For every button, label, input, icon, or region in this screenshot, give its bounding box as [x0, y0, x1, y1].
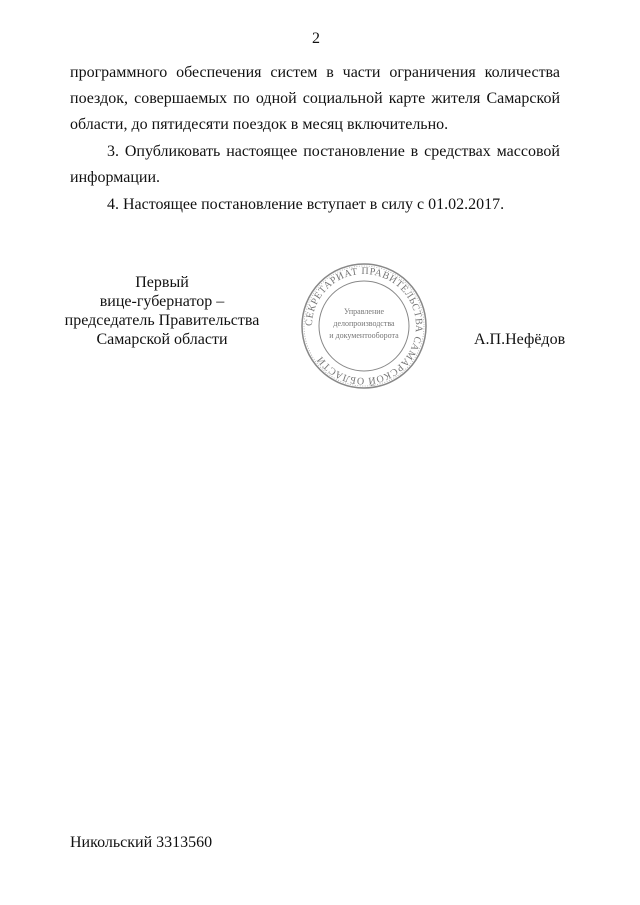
svg-text:Управлениеделопроизводстваи до: Управление делопроизводства и документооборота: [329, 307, 399, 340]
signatory-title: председатель Правительства: [64, 312, 260, 329]
signatory-name: А.П.Нефёдов: [474, 331, 566, 348]
paragraph-line: информации.: [70, 169, 161, 186]
signatory-title: вице-губернатор –: [99, 293, 225, 310]
page-number: 2: [312, 30, 320, 47]
paragraph-line: поездок, совершаемых по одной социальной карте жителя Самарской: [70, 90, 560, 107]
svg-text:СЕКРЕТАРИАТ ПРАВИТЕЛЬСТВА САМА: СЕКРЕТАРИАТ ПРАВИТЕЛЬСТВА САМАРСКОЙ ОБЛАСТИ: [303, 265, 425, 387]
paragraph-line: области, до пятидесяти поездок в месяц включительно.: [70, 116, 449, 133]
signatory-title: Первый: [135, 274, 189, 291]
paragraph-line: программного обеспечения систем в части ограничения количества: [70, 64, 560, 81]
executor-footer: Никольский 3313560: [70, 834, 213, 851]
paragraph-line: 4. Настоящее постановление вступает в силу с 01.02.2017.: [107, 196, 505, 213]
official-stamp: [300, 262, 428, 390]
signatory-title: Самарской области: [96, 331, 228, 348]
paragraph-line: 3. Опубликовать настоящее постановление в средствах массовой: [107, 143, 560, 160]
